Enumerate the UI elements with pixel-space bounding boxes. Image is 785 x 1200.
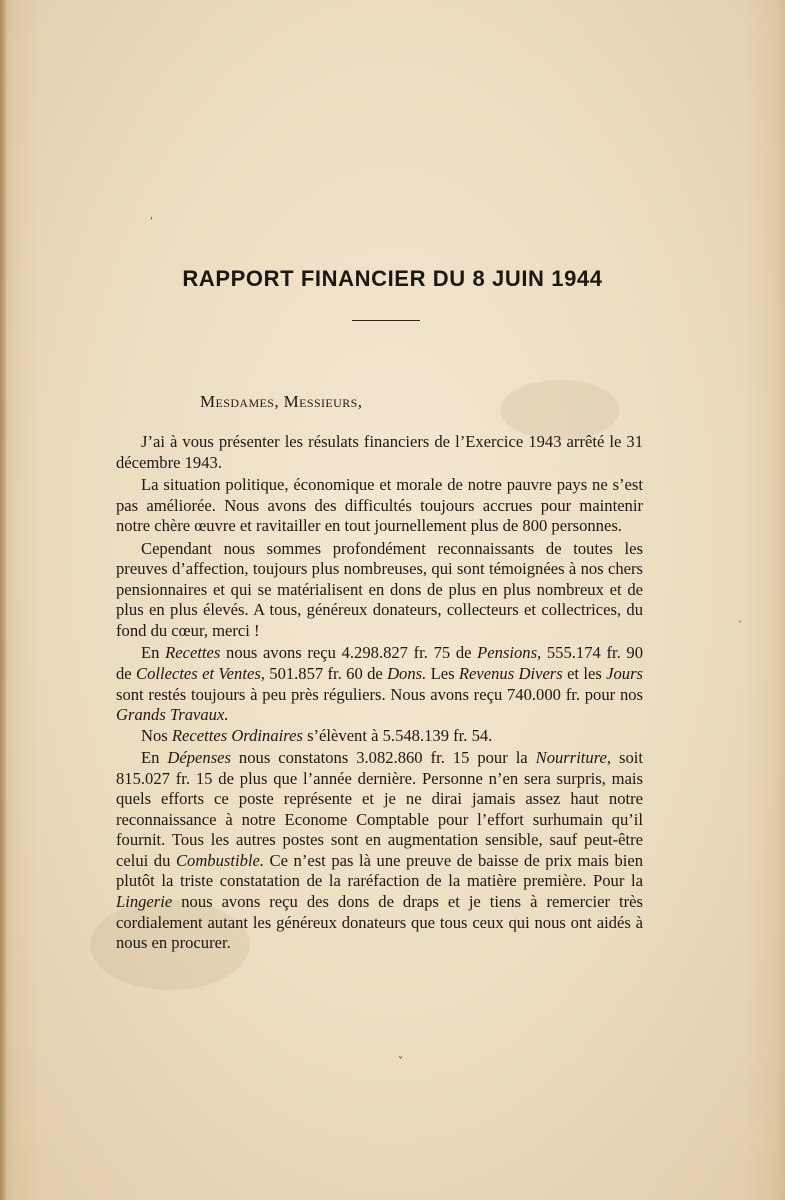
text-run: et les xyxy=(562,664,607,684)
text-run: sont restés toujours à peu près réguliers. Nous avons reçu 740.000 fr. pour nos xyxy=(116,684,643,704)
text-run: 501.857 fr. 60 de xyxy=(264,664,388,684)
body-paragraph xyxy=(116,726,643,747)
italic-text-run: Pensions, xyxy=(477,643,542,663)
italic-text-run: Collectes et Ventes, xyxy=(136,664,265,684)
text-run: soit 815.027 fr. 15 de plus que l’année dernière. Personne n’en sera surpris, mais quels efforts ce poste représente et je ne dirai jamais assez haut notre reconnaissance à notre Econome Comptable pour l’effort surhumain qu’il fournit. Tous les autres postes sont en augmentation sensible, sauf peut-être celui du xyxy=(116,748,644,870)
text-run: Ce n’est pas là une preuve de baisse de prix mais bien plutôt la triste constatation de la raréfaction de la matière première. Pour la xyxy=(116,850,644,891)
ink-speck: ˅ xyxy=(398,1056,403,1067)
italic-text-run: Grands Travaux. xyxy=(116,705,229,725)
text-run: nous avons reçu 4.298.827 fr. 75 de xyxy=(220,643,478,663)
text-run: En xyxy=(141,643,166,663)
text-run: nous constatons 3.082.860 fr. 15 pour la xyxy=(230,748,536,768)
text-run: Nos xyxy=(141,725,172,745)
italic-text-run: Nourriture, xyxy=(535,748,612,768)
salutation: Mesdames, Messieurs, xyxy=(200,392,363,411)
report-title: RAPPORT FINANCIER DU 8 JUIN 1944 xyxy=(182,266,603,291)
body-paragraph xyxy=(116,475,643,537)
body-paragraph xyxy=(116,539,643,642)
page-binding-edge xyxy=(0,0,6,1200)
text-run: s’élèvent à 5.548.139 fr. 54. xyxy=(302,725,493,745)
italic-text-run: Jours xyxy=(606,664,644,684)
text-run: La situation politique, économique et morale de notre pauvre pays ne s’est pas améliorée. Nous avons des difficultés toujours accrues pour maintenir notre chère œuvre et ravitailler en tout journellement plus de 800 personnes. xyxy=(116,475,643,536)
italic-text-run: Recettes Ordinaires xyxy=(171,725,303,745)
text-run: Les xyxy=(426,664,459,684)
text-run: 555.174 fr. 90 de xyxy=(116,643,643,684)
italic-text-run: Recettes xyxy=(165,643,221,663)
italic-text-run: Revenus Divers xyxy=(458,664,563,684)
italic-text-run: Dons. xyxy=(387,664,427,684)
text-run: Cependant nous sommes profondément reconnaissants de toutes les preuves d’affection, toujours plus nombreuses, qui sont témoignées à nos chers pensionnaires et qui se matérialisent en dons de plus en plus nombreux et de plus en plus élevés. A tous, généreux donateurs, collecteurs et collectrices, du fond du cœur, merci ! xyxy=(116,538,643,640)
italic-text-run: Lingerie xyxy=(116,892,173,912)
italic-text-run: Dépenses xyxy=(167,748,231,768)
text-run: En xyxy=(141,748,168,768)
paper-stain xyxy=(500,380,620,440)
body-paragraph xyxy=(116,432,643,473)
body-paragraph xyxy=(116,643,643,725)
body-paragraph xyxy=(116,748,643,953)
report-body xyxy=(116,432,643,956)
ink-speck: ˌ xyxy=(150,210,153,221)
ink-speck: ˏ xyxy=(737,612,742,623)
italic-text-run: Combustible. xyxy=(175,850,264,870)
text-run: J’ai à vous présenter les résulats financiers de l’Exercice 1943 arrêté le 31 décembre 1943. xyxy=(116,432,643,472)
text-run: nous avons reçu des dons de draps et je tiens à remercier très cordialement autant les généreux donateurs que tous ceux qui nous ont aidés à nous en procurer. xyxy=(116,892,643,953)
title-divider xyxy=(352,320,420,321)
